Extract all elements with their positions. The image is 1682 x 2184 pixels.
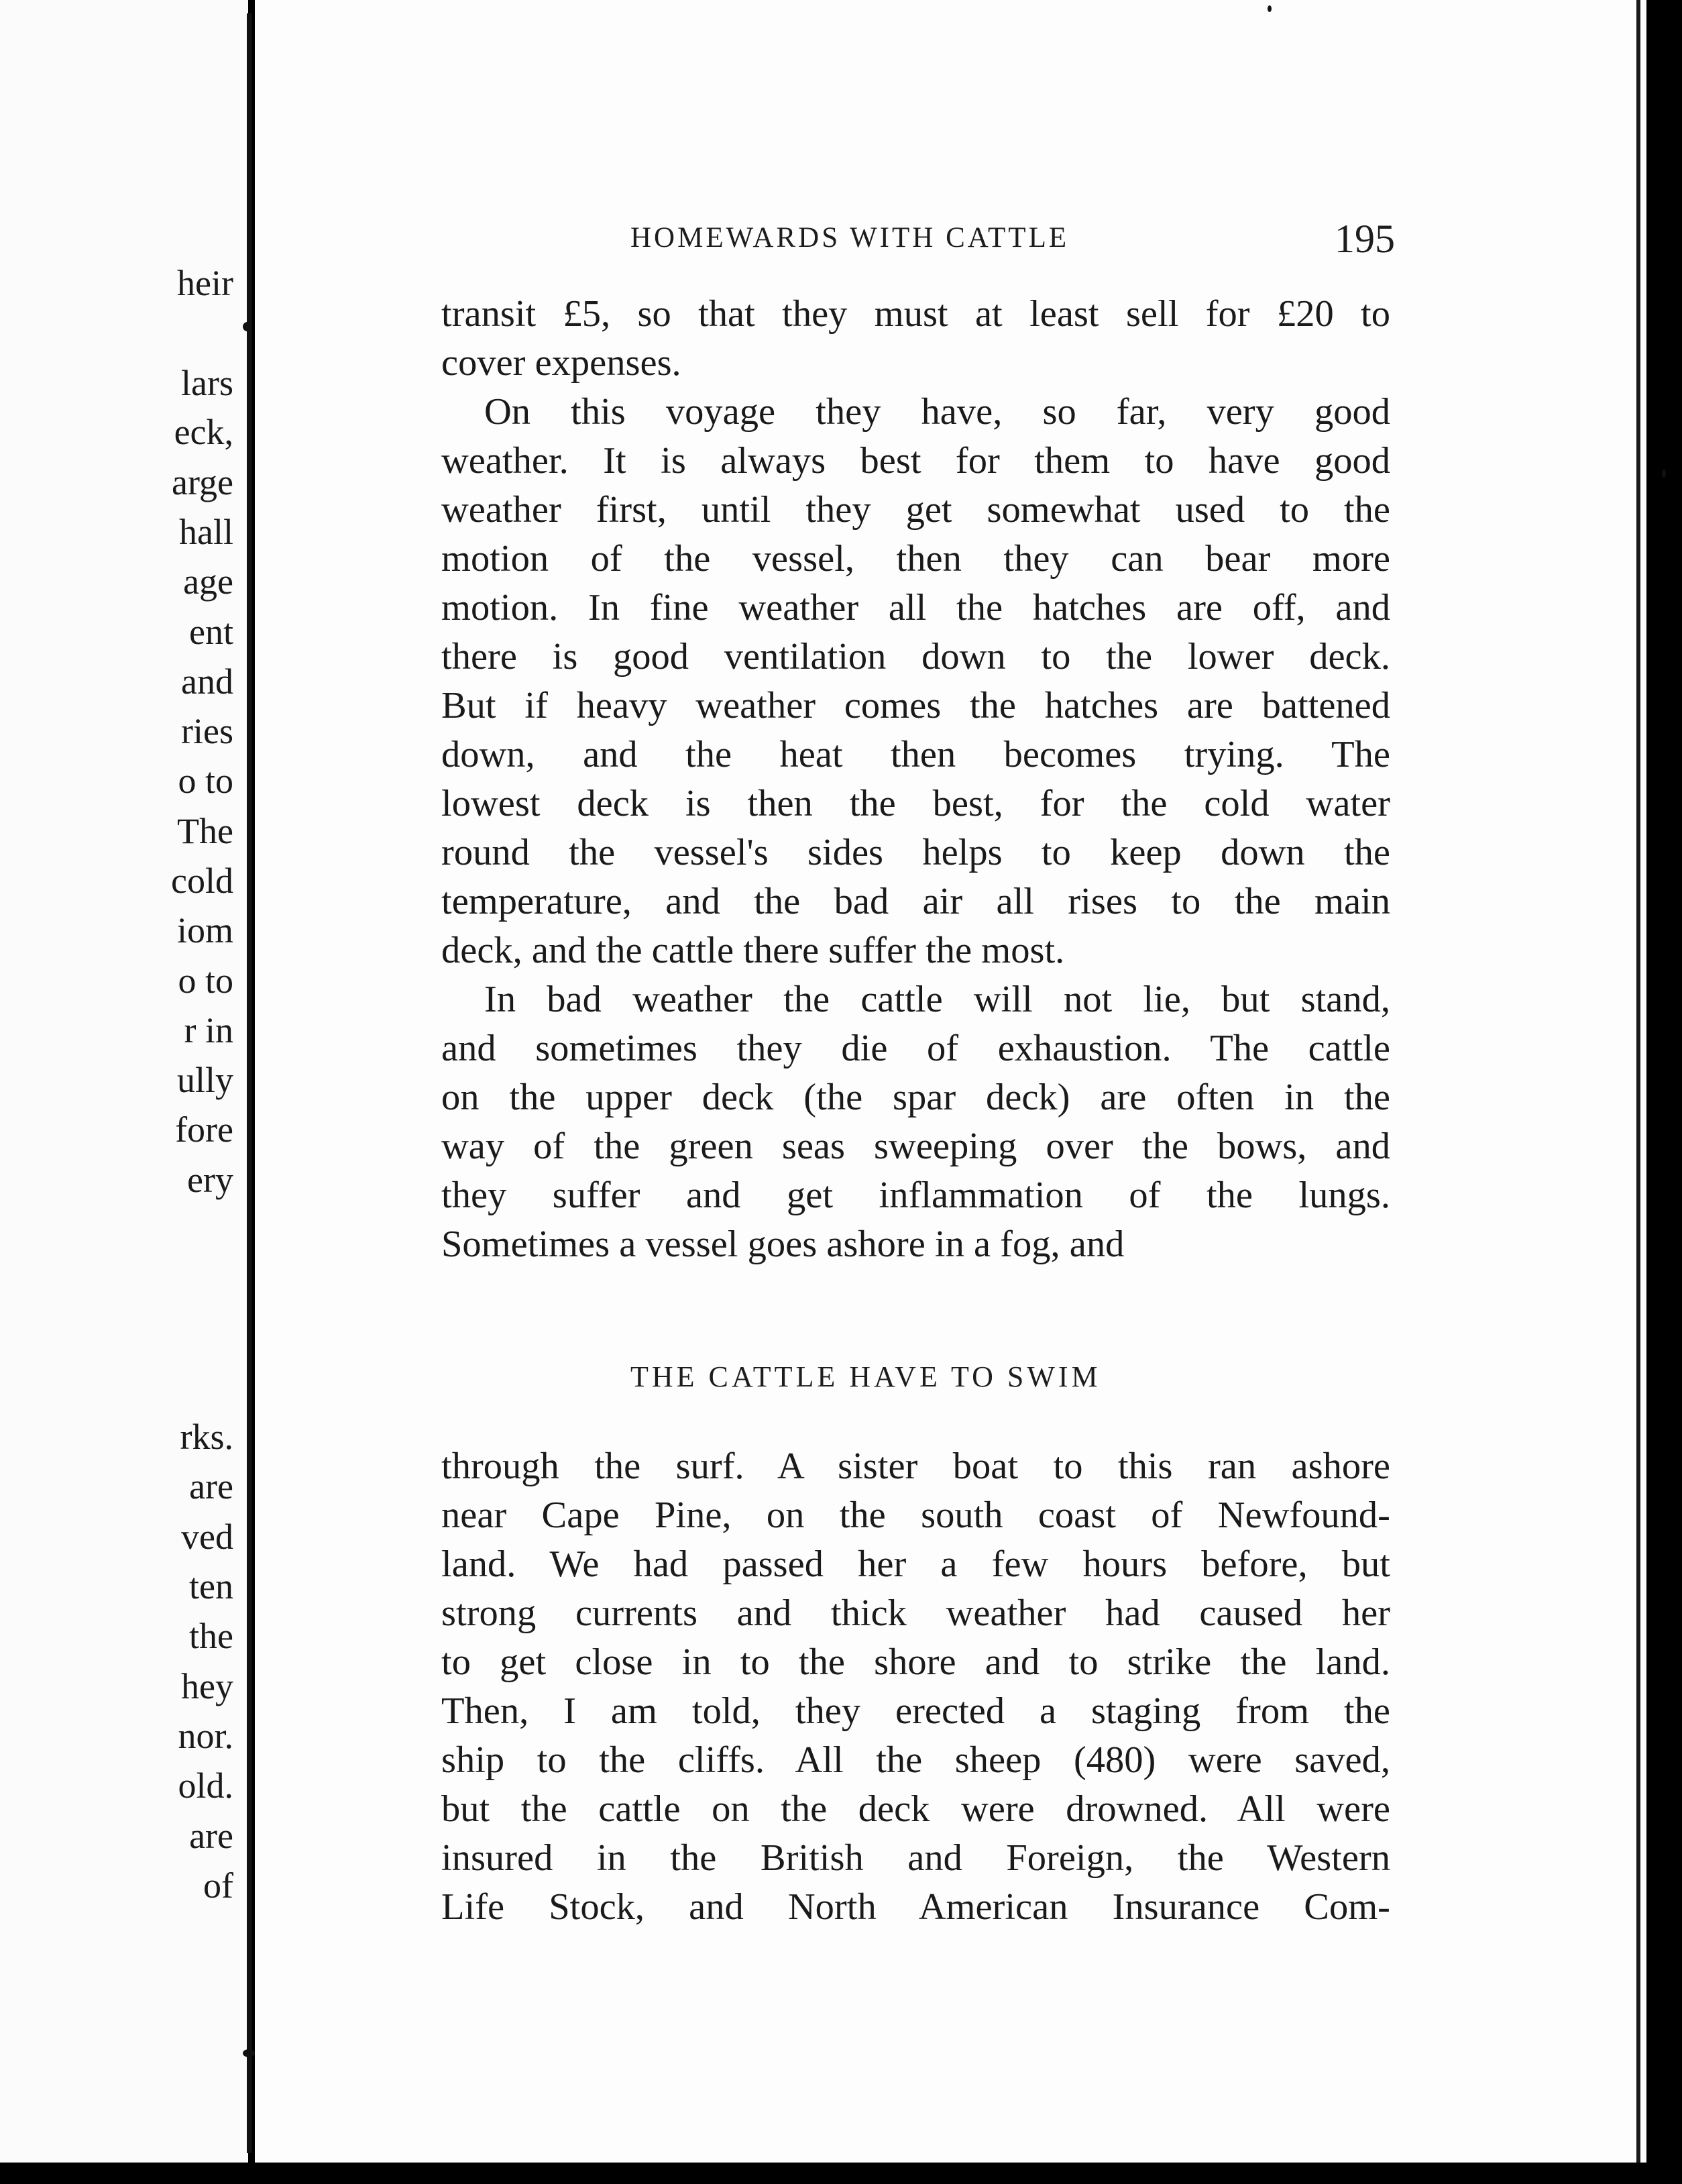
body-text-block-1 [441, 290, 1390, 1269]
text-line: In bad weather the cattle will not lie, but stand, [484, 979, 1390, 1020]
left-fragment: hey [181, 1666, 233, 1706]
left-fragment: are [189, 1466, 233, 1507]
left-fragment: fore [175, 1109, 233, 1150]
left-fragment: are [189, 1816, 233, 1856]
text-line: insured in the British and Foreign, the Western [441, 1837, 1390, 1879]
running-head: HOMEWARDS WITH CATTLE [630, 222, 1070, 254]
left-fragment: arge [172, 462, 233, 502]
left-fragment: hall [179, 512, 233, 552]
text-line: weather first, until they get somewhat used to the [441, 489, 1390, 531]
left-fragment: The [177, 811, 233, 851]
text-line: to get close in to the shore and to strike the land. [441, 1641, 1390, 1683]
left-fragment: o to [178, 761, 233, 801]
text-line: and sometimes they die of exhaustion. The cattle [441, 1028, 1390, 1069]
left-fragment: the [189, 1616, 233, 1656]
text-line: motion of the vessel, then they can bear more [441, 538, 1390, 580]
text-line: motion. In fine weather all the hatches are off, and [441, 587, 1390, 629]
text-line: through the surf. A sister boat to this ran ashore [441, 1445, 1390, 1487]
text-line: there is good ventilation down to the lower deck. [441, 636, 1390, 677]
text-line: way of the green seas sweeping over the bows, and [441, 1126, 1390, 1167]
text-line: temperature, and the bad air all rises to the main [441, 881, 1390, 922]
scan-speck [243, 2049, 255, 2057]
section-subheading: THE CATTLE HAVE TO SWIM [630, 1360, 1101, 1393]
left-fragment: iom [176, 910, 233, 950]
left-fragment: of [203, 1865, 233, 1906]
left-fragment: ten [189, 1566, 233, 1606]
page-number: 195 [1335, 217, 1395, 261]
text-line: Sometimes a vessel goes ashore in a fog, and [441, 1223, 1125, 1265]
binding-gutter [247, 13, 252, 2153]
text-line: Life Stock, and North American Insurance Com- [441, 1886, 1390, 1928]
text-line: ship to the cliffs. All the sheep (480) were saved, [441, 1739, 1390, 1781]
text-line: lowest deck is then the best, for the cold water [441, 783, 1390, 824]
left-fragment: ent [189, 612, 233, 652]
text-line: on the upper deck (the spar deck) are often in the [441, 1077, 1390, 1118]
scan-speck [1662, 470, 1666, 478]
left-fragment: nor. [178, 1716, 233, 1756]
text-line: round the vessel's sides helps to keep down the [441, 832, 1390, 873]
text-line: down, and the heat then becomes trying. The [441, 734, 1390, 775]
left-fragment: ery [187, 1160, 233, 1200]
left-fragment: age [183, 561, 233, 602]
text-line: strong currents and thick weather had caused her [441, 1592, 1390, 1634]
left-fragment: cold [171, 861, 233, 901]
left-fragment: r in [184, 1010, 233, 1050]
text-line: On this voyage they have, so far, very good [484, 391, 1390, 433]
scan-border-bottom [0, 2163, 1682, 2184]
text-line: near Cape Pine, on the south coast of Newfound- [441, 1494, 1390, 1536]
left-fragment: ved [181, 1517, 233, 1557]
previous-page-fragment [0, 0, 248, 2167]
left-fragment: ries [181, 711, 233, 751]
text-line: But if heavy weather comes the hatches are battened [441, 685, 1390, 726]
text-line: weather. It is always best for them to have good [441, 440, 1390, 482]
left-fragment: eck, [174, 412, 233, 452]
text-line: Then, I am told, they erected a staging from the [441, 1690, 1390, 1732]
left-fragment: rks. [180, 1417, 233, 1457]
scan-speck [243, 322, 252, 331]
text-line: cover expenses. [441, 342, 681, 384]
left-fragment: old. [178, 1765, 233, 1806]
scan-speck [1268, 5, 1272, 12]
body-text-block-2 [441, 1442, 1390, 1932]
text-line: they suffer and get inflammation of the lungs. [441, 1175, 1390, 1216]
text-line: transit £5, so that they must at least sell for £20 to [441, 293, 1390, 335]
left-fragment: and [181, 661, 233, 702]
left-fragment: o to [178, 961, 233, 1001]
left-fragment: lars [181, 363, 233, 403]
text-line: but the cattle on the deck were drowned. All were [441, 1788, 1390, 1830]
scan-border-right [1646, 0, 1682, 2184]
page-edge-line [1636, 0, 1640, 2163]
text-line: land. We had passed her a few hours before, but [441, 1543, 1390, 1585]
left-fragment: heir [177, 263, 233, 303]
left-fragment: ully [176, 1060, 233, 1100]
text-line: deck, and the cattle there suffer the most. [441, 930, 1065, 971]
